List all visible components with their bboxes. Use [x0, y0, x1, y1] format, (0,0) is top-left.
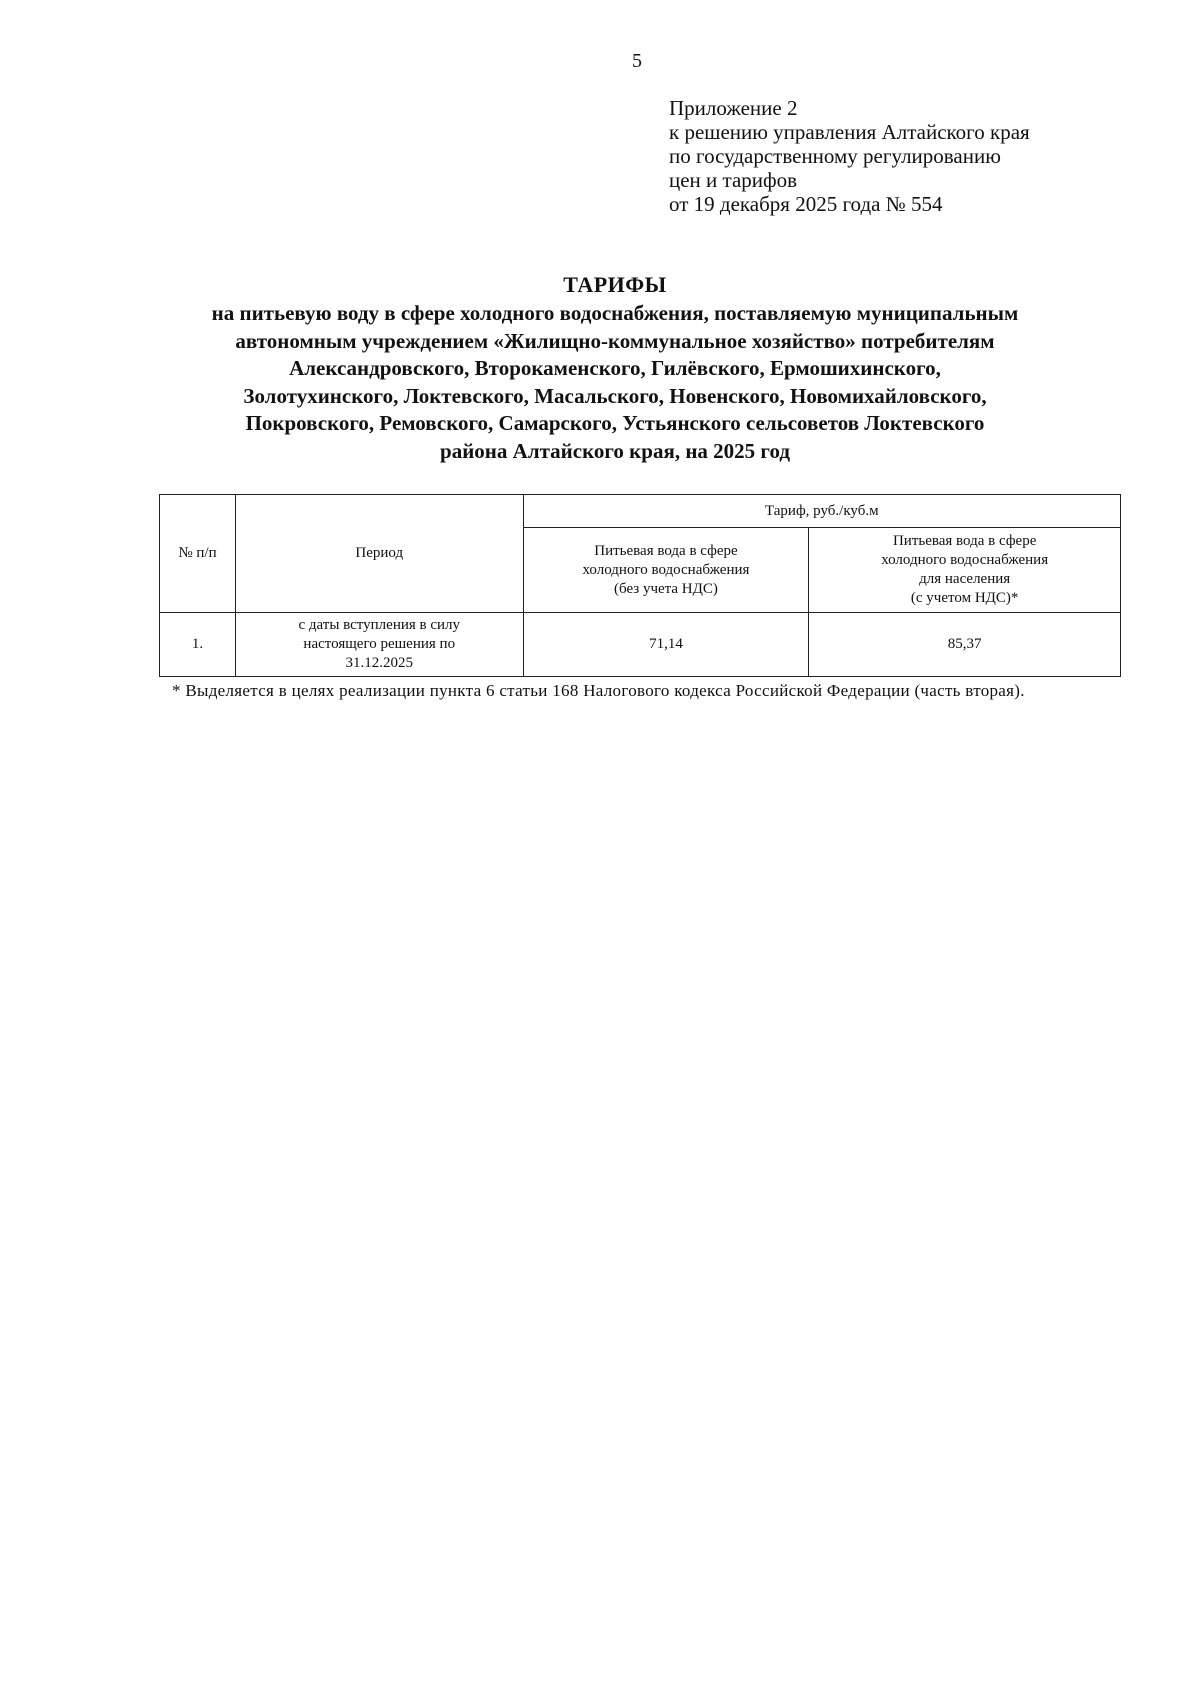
- subtitle-line: Александровского, Второкаменского, Гилёвского, Ермошихинского,: [289, 356, 941, 380]
- header-with-vat: [809, 528, 1121, 613]
- appendix-line: Приложение 2: [669, 96, 798, 120]
- subtitle-line: Покровского, Ремовского, Самарского, Устьянского сельсоветов Локтевского: [245, 411, 985, 435]
- subtitle-line: автономным учреждением «Жилищно-коммунальное хозяйство» потребителям: [235, 328, 995, 353]
- table-row: [160, 613, 1121, 677]
- header-number: № п/п: [160, 495, 236, 613]
- header-line: Питьевая вода в сфере: [594, 542, 738, 559]
- subtitle-line: Золотухинского, Локтевского, Масальского, Новенского, Новомихайловского,: [243, 383, 987, 408]
- header-line: холодного водоснабжения: [881, 552, 1049, 568]
- appendix-line: цен и тарифов: [669, 168, 798, 192]
- header-without-vat: [523, 528, 809, 613]
- period-line: с даты вступления в силу: [298, 617, 461, 633]
- appendix-line: от 19 декабря 2025 года № 554: [669, 192, 943, 216]
- row-tariff-with-vat: 85,37: [809, 613, 1121, 677]
- appendix-line: к решению управления Алтайского края: [669, 120, 1030, 144]
- header-line: холодного водоснабжения: [582, 561, 750, 578]
- row-tariff-without-vat: 71,14: [523, 613, 809, 677]
- header-line: (без учета НДС): [614, 580, 718, 597]
- period-line: настоящего решения по: [303, 636, 456, 652]
- tariff-table: [159, 494, 1121, 677]
- header-line: для населения: [919, 571, 1011, 587]
- document-title-block: [150, 270, 1080, 465]
- document-subtitle: [150, 300, 1080, 465]
- document-title: ТАРИФЫ: [563, 272, 667, 297]
- period-line: 31.12.2025: [345, 655, 413, 671]
- subtitle-line: района Алтайского края, на 2025 год: [440, 438, 790, 463]
- subtitle-line: на питьевую воду в сфере холодного водоснабжения, поставляемую муниципальным: [211, 301, 1019, 325]
- appendix-line: по государственному регулированию: [669, 144, 1001, 168]
- appendix-header: [669, 96, 1129, 216]
- row-period: [235, 613, 523, 677]
- header-tariff-group: Тариф, руб./куб.м: [523, 495, 1120, 528]
- table-header-row: [160, 495, 1121, 528]
- row-number: 1.: [160, 613, 236, 677]
- header-line: Питьевая вода в сфере: [892, 533, 1037, 549]
- page-number: 5: [632, 50, 642, 72]
- header-period: Период: [235, 495, 523, 613]
- footnote: * Выделяется в целях реализации пункта 6 статьи 168 Налогового кодекса Российской Федерации (часть вторая).: [172, 681, 1025, 700]
- header-line: (с учетом НДС)*: [910, 590, 1019, 606]
